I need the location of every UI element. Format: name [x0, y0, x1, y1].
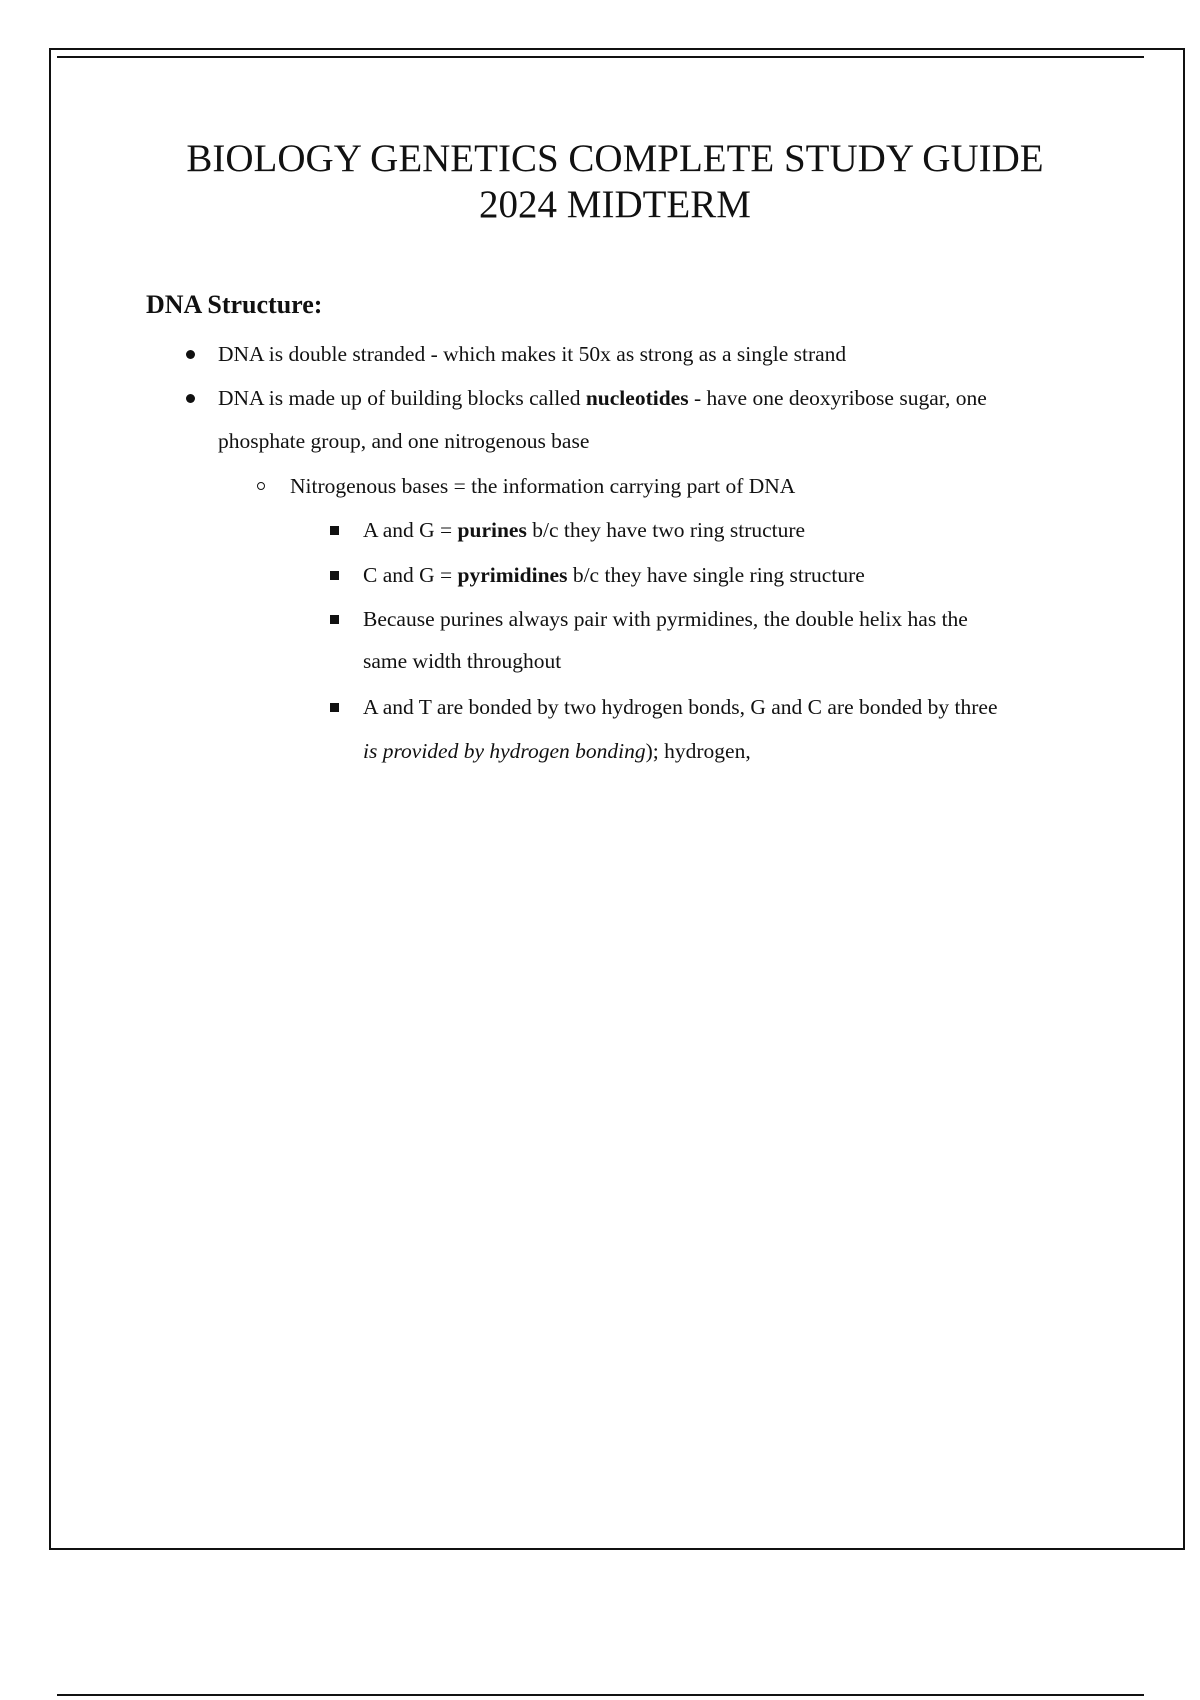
- text-segment: - have one deoxyribose sugar, one: [688, 386, 987, 410]
- list-item-continuation: [363, 738, 751, 764]
- text-segment: DNA is made up of building blocks called: [218, 386, 586, 410]
- document-title-line-1: BIOLOGY GENETICS COMPLETE STUDY GUIDE: [186, 137, 1044, 180]
- list-item-text: [363, 562, 865, 588]
- bullet-square-icon: [330, 615, 339, 624]
- section-heading: DNA Structure:: [146, 290, 323, 319]
- list-item-continuation: same width throughout: [363, 649, 562, 673]
- bullet-dot-icon: [186, 350, 195, 359]
- list-item-text: A and T are bonded by two hydrogen bonds, G and C are bonded by three: [363, 695, 998, 719]
- text-segment: C and G =: [363, 563, 458, 587]
- text-segment: b/c they have two ring structure: [526, 518, 806, 542]
- bullet-square-icon: [330, 526, 339, 535]
- list-item-text: Because purines always pair with pyrmidines, the double helix has the: [363, 607, 968, 631]
- bold-term: purines: [457, 518, 527, 542]
- italic-text: is provided by hydrogen bonding: [363, 739, 646, 763]
- text-segment: b/c they have single ring structure: [567, 563, 865, 587]
- bold-term: nucleotides: [585, 386, 689, 410]
- list-item-text: [363, 517, 805, 543]
- bullet-dot-icon: [186, 394, 195, 403]
- page-frame: [49, 48, 1185, 1550]
- bottom-rule: [57, 1694, 1144, 1696]
- list-item-text: Nitrogenous bases = the information carrying part of DNA: [290, 474, 796, 498]
- text-segment: ); hydrogen,: [645, 739, 751, 763]
- list-item-text: DNA is double stranded - which makes it 50x as strong as a single strand: [218, 342, 847, 366]
- list-item-continuation: phosphate group, and one nitrogenous base: [218, 429, 590, 453]
- list-item-text: [218, 385, 987, 411]
- bullet-circle-icon: [257, 482, 265, 490]
- bold-term: pyrimidines: [457, 563, 568, 587]
- bullet-square-icon: [330, 571, 339, 580]
- text-segment: A and G =: [363, 518, 458, 542]
- bullet-square-icon: [330, 703, 339, 712]
- document-title-line-2: 2024 MIDTERM: [479, 183, 751, 226]
